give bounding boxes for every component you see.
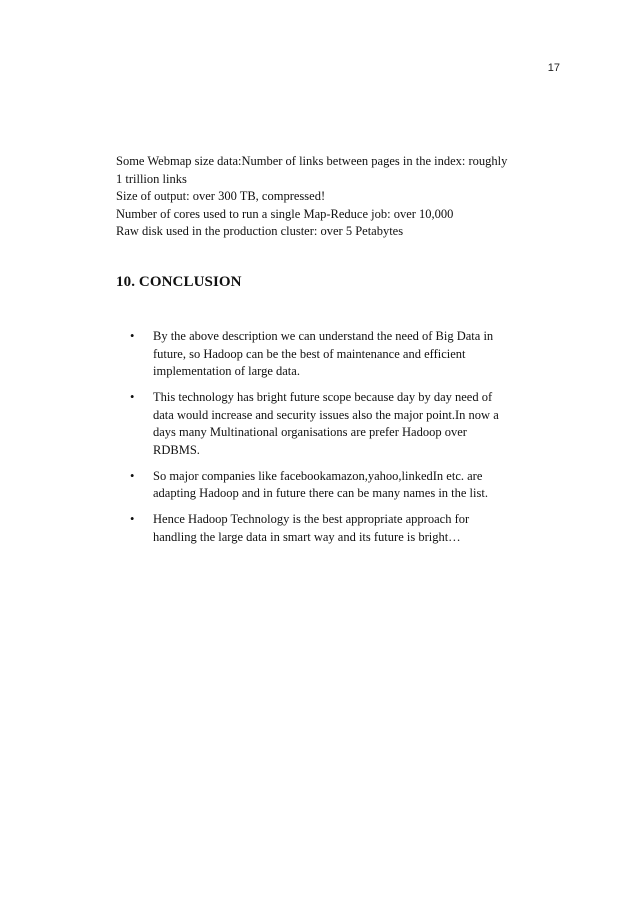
- bullet-text: [153, 328, 566, 381]
- bullet-line: handling the large data in smart way and its future is bright…: [153, 529, 461, 544]
- bullet-line: By the above description we can understand the need of Big Data in: [153, 329, 494, 343]
- bullet-item: [116, 389, 566, 459]
- webmap-stats-paragraph: [116, 153, 568, 241]
- stats-line: Raw disk used in the production cluster: over 5 Petabytes: [116, 224, 404, 238]
- bullet-icon: •: [130, 512, 135, 526]
- bullet-line: adapting Hadoop and in future there can be many names in the list.: [153, 486, 488, 500]
- section-heading: 10. CONCLUSION: [116, 274, 242, 290]
- bullet-line: This technology has bright future scope because day by day need of: [153, 390, 493, 404]
- stats-line: Some Webmap size data:Number of links between pages in the index: roughly: [116, 154, 508, 168]
- bullet-icon: •: [130, 468, 135, 483]
- bullet-line: implementation of large data.: [153, 364, 300, 378]
- bullet-line: RDBMS.: [153, 442, 200, 457]
- stats-line: Size of output: over 300 TB, compressed!: [116, 189, 326, 203]
- bullet-item: [116, 511, 566, 546]
- bullet-line: days many Multinational organisations are prefer Hadoop over: [153, 425, 467, 439]
- stats-line: 1 trillion links: [116, 171, 187, 186]
- bullet-icon: •: [130, 390, 135, 404]
- bullet-item: [116, 328, 566, 381]
- bullet-line: So major companies like facebookamazon,yahoo,linkedIn etc. are: [153, 468, 483, 483]
- bullet-line: Hence Hadoop Technology is the best appropriate approach for: [153, 512, 470, 526]
- bullet-icon: •: [130, 329, 135, 343]
- bullet-text: [153, 511, 566, 546]
- stats-line: Number of cores used to run a single Map-Reduce job: over 10,000: [116, 206, 454, 221]
- bullet-text: [153, 468, 566, 503]
- bullet-item: [116, 468, 566, 503]
- page-number: 17: [547, 62, 560, 74]
- conclusion-bullet-list: [116, 328, 566, 555]
- bullet-line: future, so Hadoop can be the best of maintenance and efficient: [153, 346, 466, 361]
- bullet-line: data would increase and security issues also the major point.In now a: [153, 407, 499, 422]
- bullet-text: [153, 389, 566, 459]
